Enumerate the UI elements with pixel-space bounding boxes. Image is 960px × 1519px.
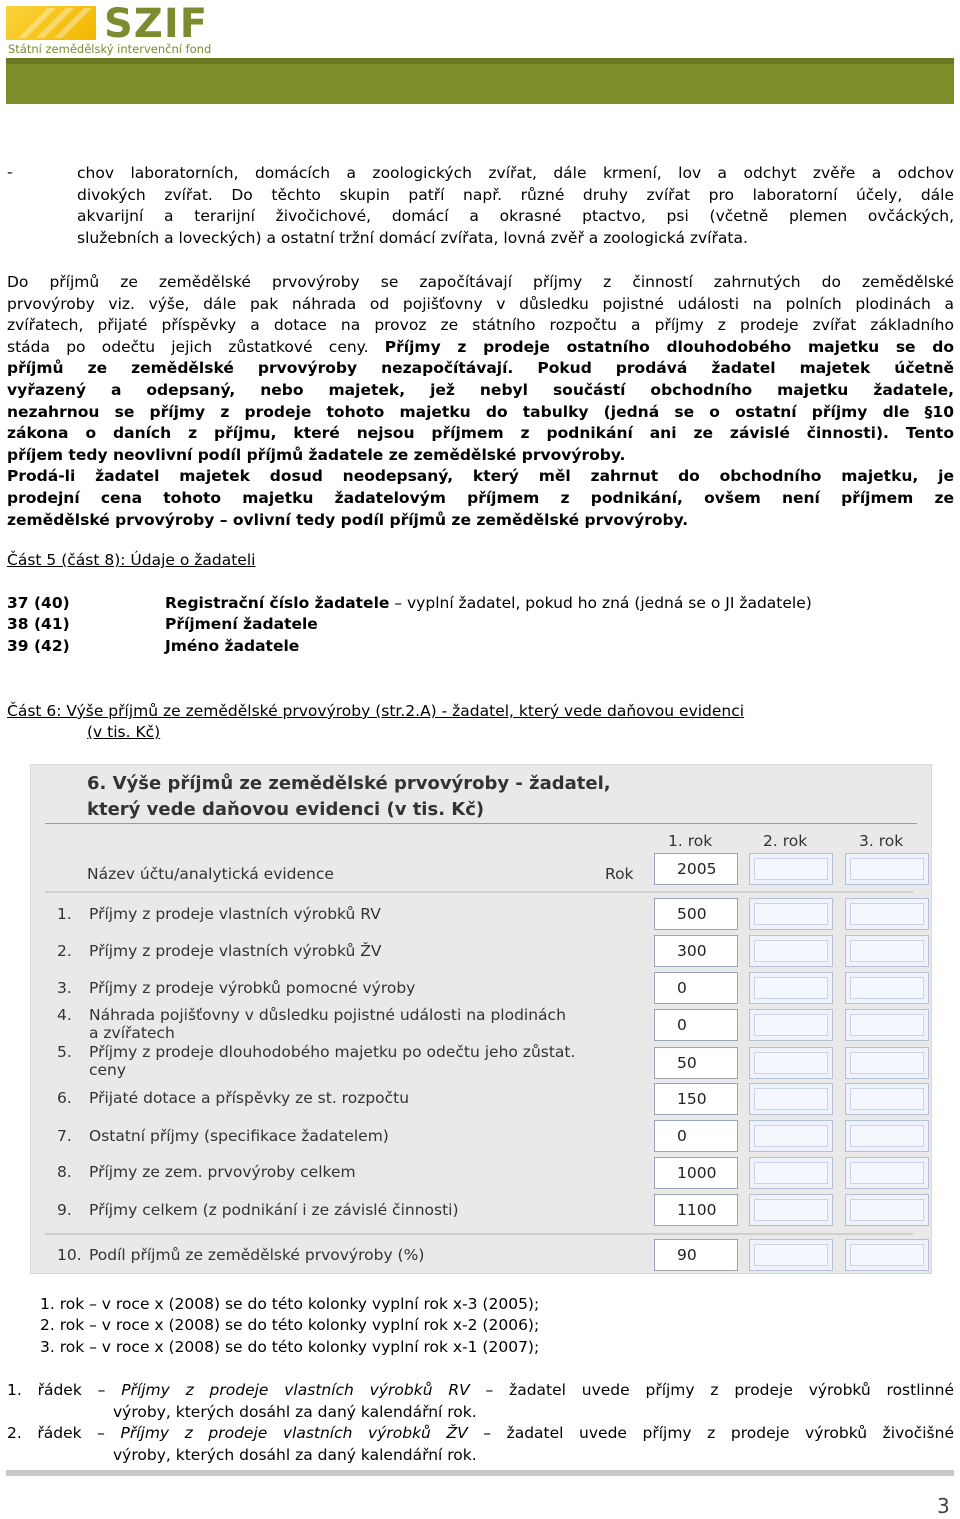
bullet-text: [77, 163, 954, 249]
field-number: 38 (41): [7, 615, 70, 633]
row2-year1-input[interactable]: 300: [654, 935, 738, 967]
para-line: nezahrnou se příjmy z prodeje tohoto majetku do tabulky (jedná se o ostatní příjmy dle §10: [7, 402, 954, 421]
para-line: Prodá-li žadatel majetek dosud neodepsaný, který měl zahrnut do obchodního majetku, je: [7, 467, 954, 486]
row3-year1-input[interactable]: 0: [654, 972, 738, 1004]
form-row-label: 10. Podíl příjmů ze zemědělské prvovýroby (%): [57, 1246, 425, 1264]
row1-year3-input[interactable]: [845, 898, 929, 930]
para-line: příjmů ze zemědělské prvovýroby nezapočítávají. Pokud prodává žadatel majetek účetně: [7, 359, 954, 378]
row6-year1-input[interactable]: 150: [654, 1083, 738, 1115]
para-line: prodejní cena tohoto majetku žadatelovým příjmem z podnikání, ovšem není příjmem ze: [7, 488, 954, 507]
section5-heading: Část 5 (část 8): Údaje o žadateli: [7, 551, 256, 569]
field-description: Příjmení žadatele: [165, 615, 318, 633]
income-form: [30, 764, 932, 1274]
row5-year2-input[interactable]: [749, 1047, 833, 1079]
form-row-label: 8. Příjmy ze zem. prvovýroby celkem: [57, 1163, 356, 1181]
col-header-year3: 3. rok: [859, 832, 904, 850]
row7-year3-input[interactable]: [845, 1120, 929, 1152]
footer-divider: [6, 1470, 954, 1476]
form-row-label: 9. Příjmy celkem (z podnikání i ze závislé činnosti): [57, 1201, 459, 1219]
row2-year3-input[interactable]: [845, 935, 929, 967]
year-input-3[interactable]: [845, 853, 929, 885]
form-row-label: 6. Přijaté dotace a příspěvky ze st. rozpočtu: [57, 1089, 410, 1107]
logo-subtitle: Státní zemědělský intervenční fond: [8, 42, 212, 56]
header-band: [6, 58, 954, 104]
row9-year1-input[interactable]: 1100: [654, 1194, 738, 1226]
field-description: Registrační číslo žadatele – vyplní žadatel, pokud ho zná (jedná se o JI žadatele): [165, 594, 812, 612]
row-note: 1. řádek – Příjmy z prodeje vlastních výrobků RV – žadatel uvede příjmy z prodeje výrobků rostlinné: [7, 1381, 954, 1399]
section6-heading: Část 6: Výše příjmů ze zemědělské prvovýroby (str.2.A) - žadatel, který vede daňovou evidenci: [7, 702, 745, 720]
row8-year3-input[interactable]: [845, 1157, 929, 1189]
bullet-dash: -: [7, 163, 13, 181]
row4-year1-input[interactable]: 0: [654, 1009, 738, 1041]
bullet-line: služebních a loveckých) a ostatní tržní domácí zvířata, lovná zvěř a zoologická zvířata.: [77, 228, 748, 247]
row-note: 2. řádek – Příjmy z prodeje vlastních výrobků ŽV – žadatel uvede příjmy z prodeje výrobků živočišné: [7, 1424, 954, 1442]
account-name-label: Název účtu/analytická evidence: [87, 865, 334, 883]
row6-year2-input[interactable]: [749, 1083, 833, 1115]
row3-year3-input[interactable]: [845, 972, 929, 1004]
row7-year1-input[interactable]: 0: [654, 1120, 738, 1152]
form-title-cont: který vede daňovou evidenci (v tis. Kč): [87, 799, 485, 820]
form-row-label: 5. Příjmy z prodeje dlouhodobého majetku po odečtu jeho zůstat. ceny: [57, 1043, 576, 1079]
form-row-label: 4. Náhrada pojišťovny v důsledku pojistné události na plodinách a zvířatech: [57, 1006, 566, 1042]
row5-year1-input[interactable]: 50: [654, 1047, 738, 1079]
para-line: zákona o daních z příjmu, které nejsou příjmem z podnikání ani ze závislé činnosti). Tento: [7, 424, 954, 443]
income-paragraph: [7, 272, 954, 531]
para-line: zemědělské prvovýroby – ovlivní tedy podíl příjmů ze zemědělské prvovýroby.: [7, 510, 689, 529]
row7-year2-input[interactable]: [749, 1120, 833, 1152]
year-note: 1. rok – v roce x (2008) se do této kolonky vyplní rok x-3 (2005);: [40, 1295, 540, 1313]
row2-year2-input[interactable]: [749, 935, 833, 967]
section6-heading-cont: (v tis. Kč): [87, 723, 161, 741]
row9-year3-input[interactable]: [845, 1194, 929, 1226]
col-header-year1: 1. rok: [668, 832, 713, 850]
para-line: stáda po odečtu jejich zůstatkové ceny. Příjmy z prodeje ostatního dlouhodobého majetku se do: [7, 337, 955, 356]
field-description: Jméno žadatele: [165, 637, 300, 655]
row3-year2-input[interactable]: [749, 972, 833, 1004]
col-header-year2: 2. rok: [763, 832, 808, 850]
logo-stripes-icon: [8, 8, 94, 38]
year-input-1[interactable]: 2005: [654, 853, 738, 885]
row8-year1-input[interactable]: 1000: [654, 1157, 738, 1189]
field-number: 39 (42): [7, 637, 70, 655]
row-note-cont: výroby, kterých dosáhl za daný kalendářní rok.: [113, 1446, 477, 1464]
form-title: 6. Výše příjmů ze zemědělské prvovýroby - žadatel,: [87, 773, 611, 794]
row10-year3-input[interactable]: [845, 1239, 929, 1271]
bullet-line: chov laboratorních, domácích a zoologických zvířat, dále krmení, lov a odchyt zvěře a odchov: [77, 164, 954, 182]
form-row-label: 2. Příjmy z prodeje vlastních výrobků ŽV: [57, 942, 382, 960]
divider: [45, 1233, 913, 1235]
row4-year3-input[interactable]: [845, 1009, 929, 1041]
row5-year3-input[interactable]: [845, 1047, 929, 1079]
para-line: vyřazený a odepsaný, nebo majetek, jež nebyl součástí obchodního majetku žadatele,: [7, 380, 954, 399]
row1-year1-input[interactable]: 500: [654, 898, 738, 930]
divider: [45, 823, 917, 824]
row6-year3-input[interactable]: [845, 1083, 929, 1115]
row9-year2-input[interactable]: [749, 1194, 833, 1226]
form-row-label: 7. Ostatní příjmy (specifikace žadatelem): [57, 1127, 389, 1145]
year-label: Rok: [605, 865, 634, 883]
row-note-cont: výroby, kterých dosáhl za daný kalendářní rok.: [113, 1403, 477, 1421]
logo-text: SZIF: [104, 1, 209, 47]
para-line: Do příjmů ze zemědělské prvovýroby se započítávají příjmy z činností zahrnutých do zemědělské: [7, 273, 954, 291]
divider: [45, 891, 913, 893]
bullet-line: akvarijní a terarijní živočichové, domácí a okrasné ptactvo, psi (včetně plemen ovčáckých,: [77, 207, 954, 226]
row4-year2-input[interactable]: [749, 1009, 833, 1041]
form-row-label: 3. Příjmy z prodeje výrobků pomocné výroby: [57, 979, 416, 997]
year-note: 2. rok – v roce x (2008) se do této kolonky vyplní rok x-2 (2006);: [40, 1316, 540, 1334]
row1-year2-input[interactable]: [749, 898, 833, 930]
row10-year2-input[interactable]: [749, 1239, 833, 1271]
page-number: 3: [937, 1494, 950, 1518]
bullet-line: divokých zvířat. Do těchto skupin patří např. různé druhy zvířat pro laboratorní účely, dále: [77, 185, 954, 204]
para-line: příjem tedy neovlivní podíl příjmů žadatele ze zemědělské prvovýroby.: [7, 445, 626, 464]
row8-year2-input[interactable]: [749, 1157, 833, 1189]
para-line: prvovýroby viz. výše, dále pak náhrada od pojišťovny v důsledku pojistné události na polních plodinách a: [7, 294, 954, 313]
year-note: 3. rok – v roce x (2008) se do této kolonky vyplní rok x-1 (2007);: [40, 1338, 540, 1356]
para-line: zvířatech, přijaté příspěvky a dotace na provoz ze státního rozpočtu a příjmy z prodeje zvířat základního: [7, 316, 954, 335]
form-row-label: 1. Příjmy z prodeje vlastních výrobků RV: [57, 905, 381, 923]
year-input-2[interactable]: [749, 853, 833, 885]
row10-year1-input[interactable]: 90: [654, 1239, 738, 1271]
field-number: 37 (40): [7, 594, 70, 612]
